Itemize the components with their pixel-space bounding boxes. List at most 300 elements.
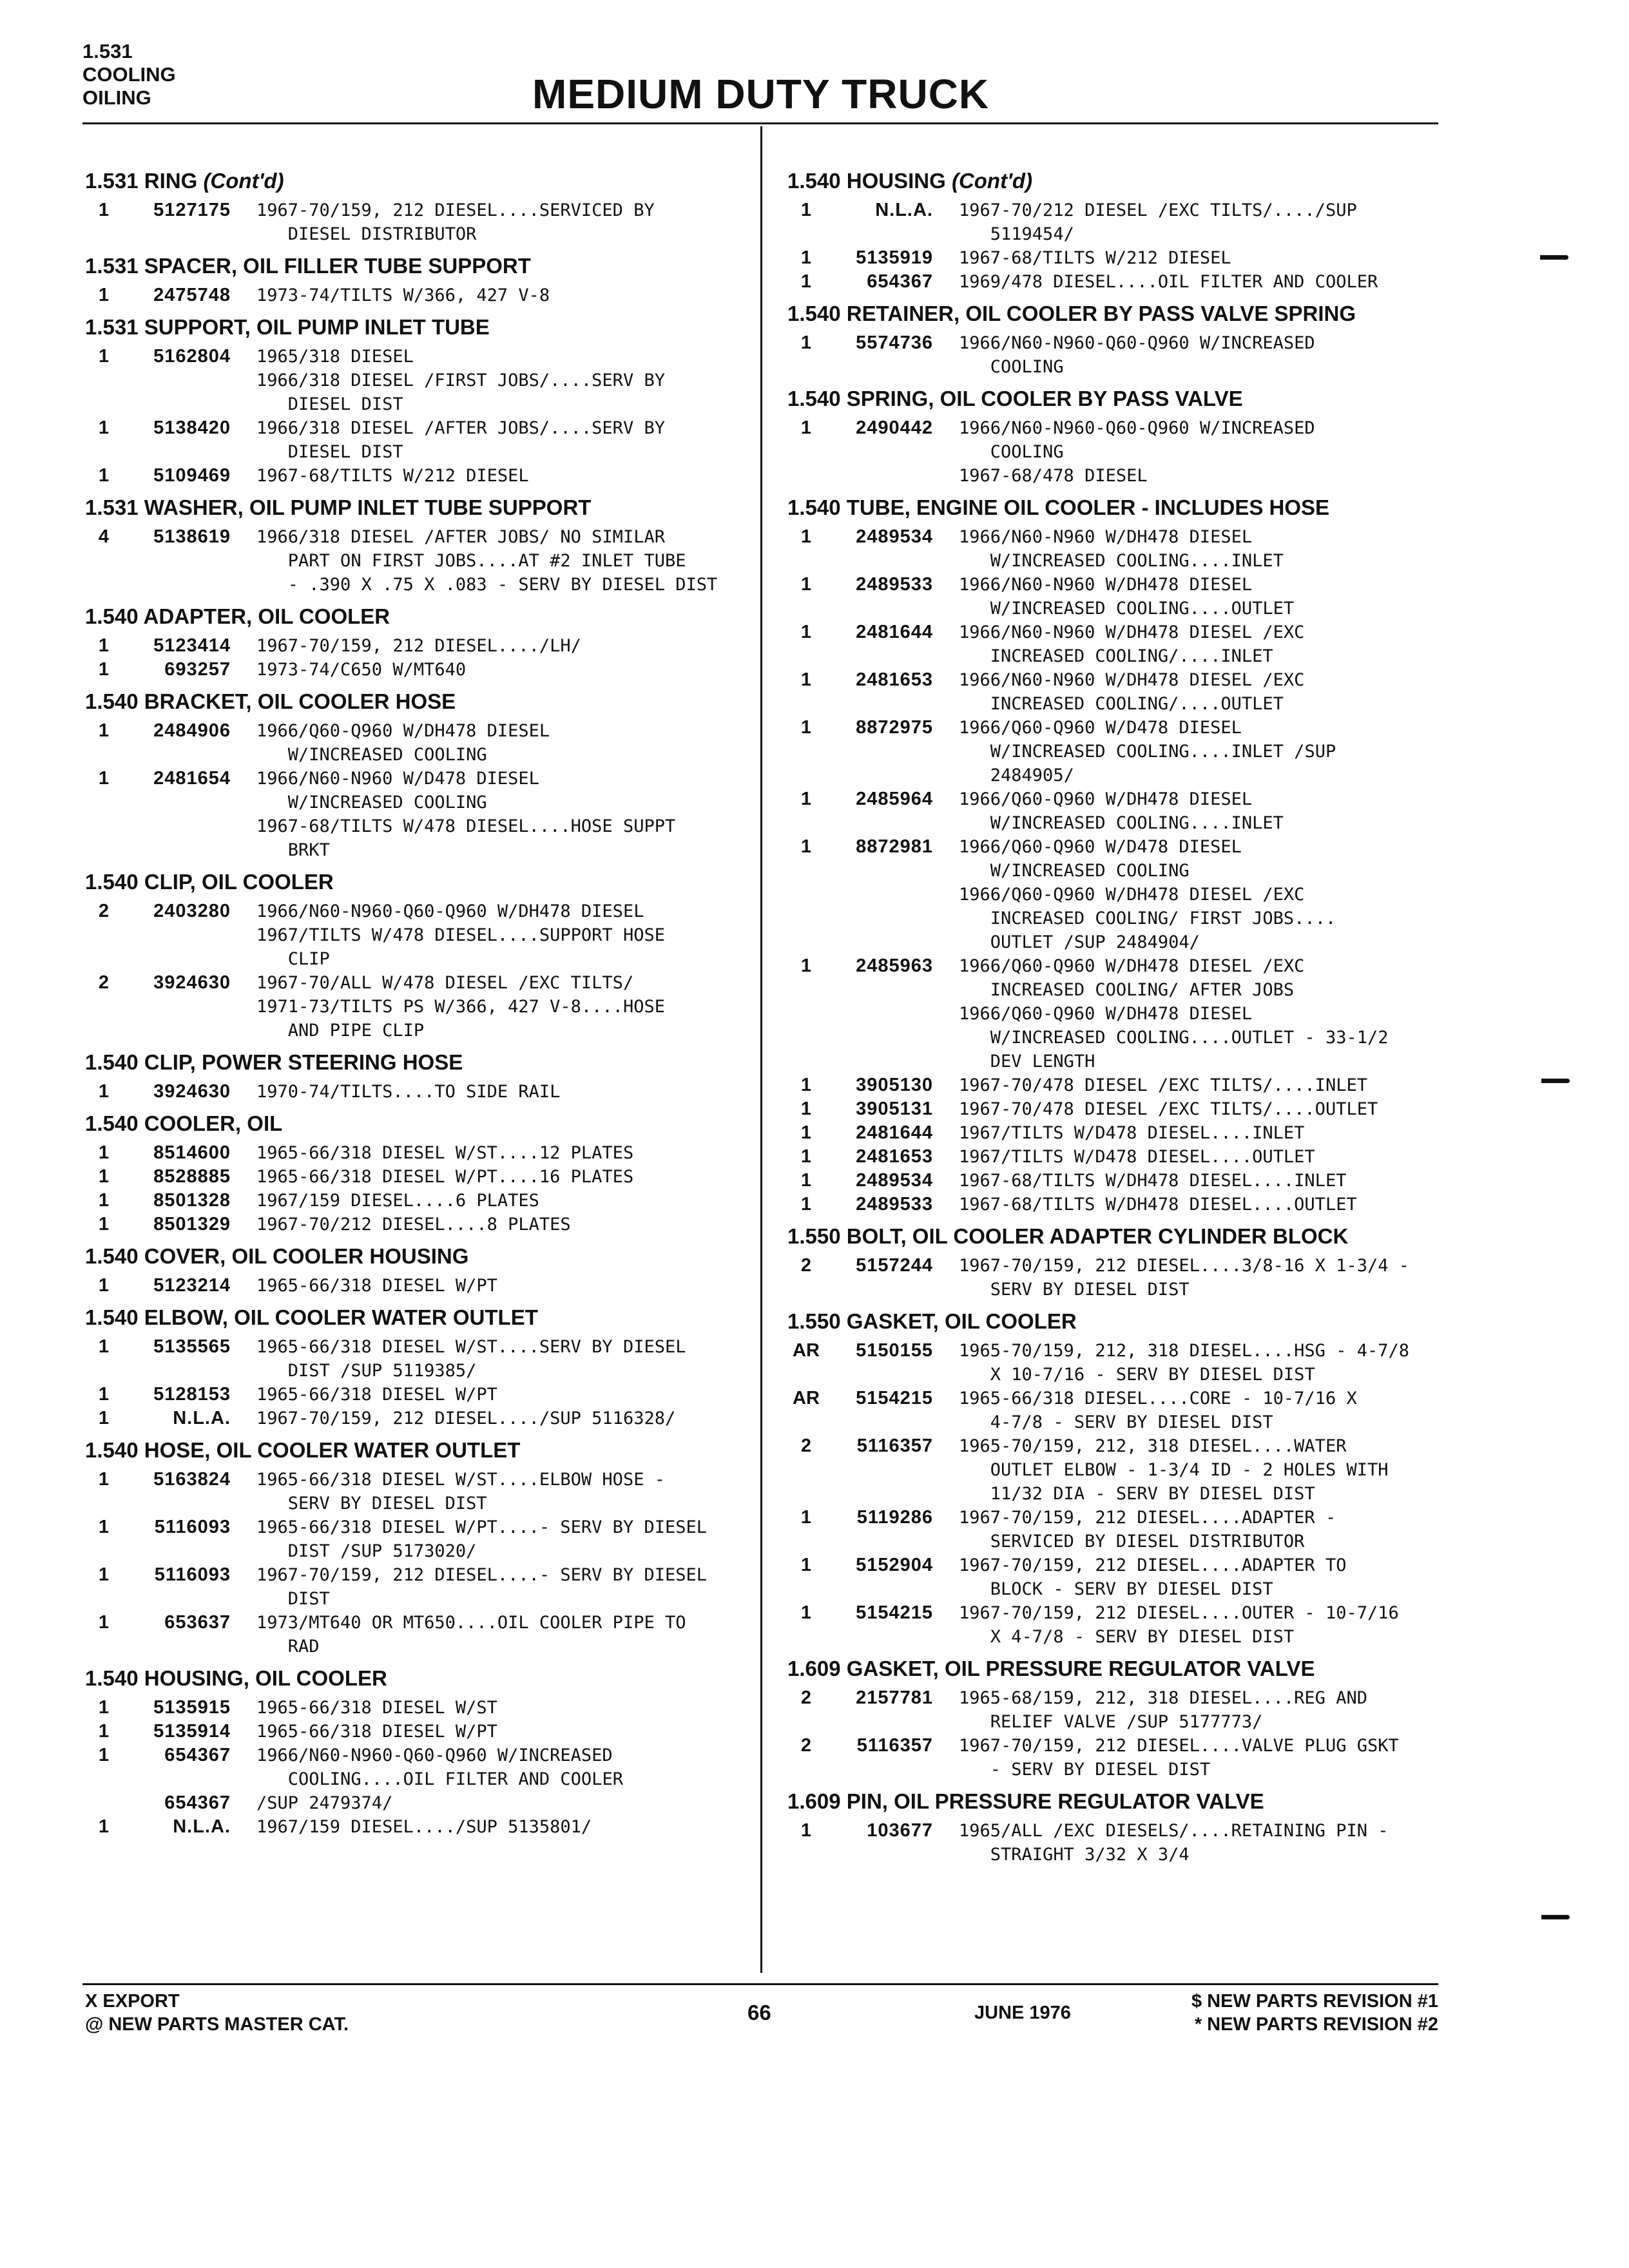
part-quantity: 1 (98, 1142, 110, 1163)
section-heading (85, 495, 736, 525)
part-row (787, 1387, 1438, 1434)
part-description: 1966/Q60-Q960 W/DH478 DIESEL W/INCREASED COOLING....INLET (959, 789, 1284, 833)
part-row (85, 1335, 736, 1383)
part-description: 1966/Q60-Q960 W/DH478 DIESEL W/INCREASED COOLING (256, 721, 550, 765)
part-quantity: 1 (800, 247, 812, 268)
part-description: 1965-66/318 DIESEL W/ST (256, 1698, 497, 1718)
part-quantity: 1 (800, 789, 812, 809)
part-quantity: 1 (800, 1602, 812, 1623)
section-name: SUPPORT, OIL PUMP INLET TUBE (144, 315, 490, 339)
part-row (85, 1815, 736, 1839)
parts-section (787, 302, 1438, 379)
part-number: 2157781 (856, 1687, 933, 1708)
part-quantity: 1 (800, 574, 812, 595)
part-number: 654367 (164, 1745, 231, 1765)
part-number: 654367 (164, 1792, 231, 1813)
part-number: 2485964 (856, 789, 933, 809)
part-description: 1965-66/318 DIESEL W/PT (256, 1385, 497, 1405)
part-row (787, 1819, 1438, 1867)
part-number: 3905131 (856, 1099, 933, 1119)
part-quantity: 1 (800, 1122, 812, 1143)
right-parts-column (787, 169, 1438, 1867)
part-description: 1965-66/318 DIESEL W/PT (256, 1276, 497, 1296)
part-row (85, 1189, 736, 1213)
part-row (787, 416, 1438, 488)
part-quantity: 1 (98, 768, 110, 789)
part-description: 1966/N60-N960-Q60-Q960 W/DH478 DIESEL 1967/TILTS W/478 DIESEL....SUPPORT HOSE CLIP (256, 901, 665, 969)
part-row (85, 284, 736, 307)
part-row (787, 525, 1438, 573)
section-code: 1.540 (85, 1050, 139, 1074)
part-row (787, 1193, 1438, 1216)
part-description: 1966/318 DIESEL /AFTER JOBS/....SERV BY DIESEL DIST (256, 418, 665, 462)
part-quantity: 1 (98, 1721, 110, 1742)
part-description: 1967/TILTS W/D478 DIESEL....OUTLET (959, 1147, 1315, 1167)
parts-section (85, 1438, 736, 1658)
section-name: SPRING, OIL COOLER BY PASS VALVE (846, 387, 1243, 410)
part-row (85, 1611, 736, 1658)
part-row (787, 1434, 1438, 1506)
section-code: 1.531 (85, 169, 139, 193)
part-description: 1965-66/318 DIESEL W/ST....ELBOW HOSE - SERV BY DIESEL DIST (256, 1470, 665, 1514)
part-description: 1967/159 DIESEL..../SUP 5135801/ (256, 1817, 592, 1837)
part-row (85, 658, 736, 682)
section-heading (787, 1657, 1438, 1686)
part-quantity: 2 (98, 972, 110, 993)
section-name: RING (144, 169, 198, 193)
part-number: 5135565 (153, 1336, 231, 1357)
part-row (787, 1169, 1438, 1193)
part-quantity: 1 (800, 1820, 812, 1841)
part-row (85, 198, 736, 246)
part-row (85, 971, 736, 1043)
part-row (85, 1515, 736, 1563)
part-description: 1967-68/TILTS W/212 DIESEL (959, 248, 1231, 268)
part-row (85, 1080, 736, 1104)
part-quantity: 1 (98, 1745, 110, 1765)
section-code: 1.540 (787, 495, 841, 519)
part-quantity: 1 (800, 200, 812, 220)
part-row (787, 620, 1438, 668)
part-row (787, 1145, 1438, 1169)
part-number: 2489533 (856, 574, 933, 595)
part-description: 1970-74/TILTS....TO SIDE RAIL (256, 1082, 561, 1102)
part-description: 1967-70/159, 212 DIESEL....SERVICED BY DIESEL DISTRIBUTOR (256, 200, 655, 244)
revision-marker (1540, 255, 1568, 260)
part-quantity: 1 (800, 1146, 812, 1167)
part-row (85, 1274, 736, 1298)
part-number: 2403280 (153, 901, 231, 921)
part-description: 1967/TILTS W/D478 DIESEL....INLET (959, 1123, 1305, 1143)
part-quantity: 1 (98, 1190, 110, 1211)
part-description: 1966/N60-N960 W/DH478 DIESEL W/INCREASED COOLING....OUTLET (959, 575, 1295, 619)
section-name: RETAINER, OIL COOLER BY PASS VALVE SPRING (846, 302, 1356, 325)
parts-section (85, 689, 736, 862)
section-name: ADAPTER, OIL COOLER (143, 604, 390, 628)
part-row (787, 668, 1438, 716)
part-number: 3924630 (153, 972, 231, 993)
part-row (85, 1141, 736, 1165)
part-description: 1965-66/318 DIESEL W/ST....SERV BY DIESEL DIST /SUP 5119385/ (256, 1337, 686, 1381)
parts-section (85, 169, 736, 246)
section-name: GASKET, OIL COOLER (846, 1309, 1077, 1333)
parts-section (85, 1050, 736, 1104)
parts-section (787, 1309, 1438, 1649)
part-quantity: 1 (800, 1194, 812, 1215)
part-quantity: 1 (98, 1336, 110, 1357)
section-code: 1.540 (85, 1111, 139, 1135)
part-number: 653637 (164, 1612, 231, 1633)
part-quantity: 2 (800, 1255, 812, 1276)
section-code: 1.540 (85, 1305, 139, 1329)
part-row (85, 1696, 736, 1720)
part-row (85, 634, 736, 658)
part-description: 1967-70/159, 212 DIESEL..../LH/ (256, 636, 581, 656)
section-code: 1.540 (85, 870, 139, 894)
section-heading (85, 1305, 736, 1335)
part-number: 2485963 (856, 956, 933, 976)
section-heading (85, 315, 736, 345)
part-row (787, 246, 1438, 270)
part-description: 1967/159 DIESEL....6 PLATES (256, 1191, 539, 1211)
part-description: 1966/Q60-Q960 W/D478 DIESEL W/INCREASED COOLING 1966/Q60-Q960 W/DH478 DIESEL /EXC INCREASED COOLING/ FIRST JOBS.... OUTLET /SUP 2484904/ (959, 837, 1336, 952)
legend-export: X EXPORT (85, 1991, 180, 2012)
part-number: 5135915 (153, 1697, 231, 1718)
section-code: 1.540 (85, 604, 139, 628)
section-heading (85, 1050, 736, 1080)
parts-section (85, 254, 736, 307)
part-quantity: 1 (98, 659, 110, 680)
legend-master-catalog: @ NEW PARTS MASTER CAT. (85, 2014, 349, 2035)
section-code: 1.540 (787, 302, 841, 325)
part-number: 5116093 (154, 1564, 231, 1585)
section-code: 1.540 (85, 1666, 139, 1690)
part-description: 1973-74/C650 W/MT640 (256, 660, 467, 680)
part-row (787, 1339, 1438, 1387)
part-row (787, 1553, 1438, 1601)
part-number: 5123414 (153, 635, 231, 656)
part-quantity: 1 (800, 271, 812, 292)
part-row (85, 1791, 736, 1815)
part-description: /SUP 2479374/ (256, 1793, 393, 1813)
section-heading (85, 1438, 736, 1468)
parts-section (85, 1111, 736, 1236)
section-heading (85, 1111, 736, 1141)
part-description: 1967-70/159, 212 DIESEL....VALVE PLUG GSKT - SERV BY DIESEL DIST (959, 1736, 1399, 1780)
part-number: 2481653 (856, 1146, 933, 1167)
part-number: 5135914 (153, 1721, 231, 1742)
part-row (787, 1506, 1438, 1553)
part-number: 5157244 (856, 1255, 933, 1276)
part-quantity: 1 (98, 1384, 110, 1405)
part-description: 1967-70/159, 212 DIESEL....OUTER - 10-7/16 X 4-7/8 - SERV BY DIESEL DIST (959, 1603, 1399, 1647)
part-number: 654367 (867, 271, 933, 292)
revision-marker (1541, 1915, 1570, 1919)
part-row (787, 198, 1438, 246)
part-description: 1966/N60-N960 W/DH478 DIESEL W/INCREASED COOLING....INLET (959, 527, 1284, 571)
part-number: 3905130 (856, 1075, 933, 1095)
part-number: 2489534 (856, 1170, 933, 1191)
section-header (82, 40, 237, 110)
part-row (787, 1073, 1438, 1097)
parts-section (787, 495, 1438, 1216)
part-number: 103677 (867, 1820, 933, 1841)
part-description: 1967-68/TILTS W/212 DIESEL (256, 466, 529, 486)
part-row (85, 1563, 736, 1611)
part-row (787, 954, 1438, 1073)
part-description: 1966/N60-N960 W/D478 DIESEL W/INCREASED COOLING 1967-68/TILTS W/478 DIESEL....HOSE SUPPT BRKT (256, 769, 676, 860)
section-heading (85, 1244, 736, 1274)
part-number: 2481644 (856, 1122, 933, 1143)
part-quantity: 1 (98, 1408, 110, 1428)
part-description: 1965-66/318 DIESEL W/ST....12 PLATES (256, 1143, 634, 1163)
part-description: 1965-66/318 DIESEL W/PT....16 PLATES (256, 1167, 634, 1187)
section-name: HOSE, OIL COOLER WATER OUTLET (144, 1438, 521, 1462)
section-code: 1.540 (787, 169, 841, 193)
part-number: 5128153 (153, 1384, 231, 1405)
parts-section (85, 495, 736, 597)
section-code: 1.540 (85, 689, 139, 713)
section-code: 1.540 (787, 387, 841, 410)
section-code: 1.550 (787, 1309, 841, 1333)
part-number: 5154215 (856, 1388, 933, 1408)
part-row (787, 716, 1438, 787)
left-parts-column (85, 169, 736, 1839)
continued-label: (Cont'd) (203, 169, 284, 193)
section-code: 1.531 (85, 254, 139, 278)
part-quantity: 2 (800, 1735, 812, 1756)
part-number: 8872975 (856, 717, 933, 738)
section-heading (85, 870, 736, 899)
part-quantity: 1 (800, 1507, 812, 1528)
section-heading (85, 1666, 736, 1696)
part-number: 5162804 (153, 346, 231, 367)
part-number: N.L.A. (875, 200, 933, 220)
part-row (85, 525, 736, 597)
parts-section (85, 870, 736, 1043)
part-row (787, 1254, 1438, 1302)
footer-divider (82, 1983, 1438, 1985)
part-row (85, 1383, 736, 1407)
part-number: 5150155 (856, 1340, 933, 1361)
part-row (787, 787, 1438, 835)
part-row (85, 345, 736, 416)
section-name: HOUSING (846, 169, 946, 193)
parts-section (787, 1657, 1438, 1782)
section-heading (787, 1309, 1438, 1339)
part-description: 1967-70/478 DIESEL /EXC TILTS/....INLET (959, 1075, 1367, 1095)
part-description: 1965/318 DIESEL 1966/318 DIESEL /FIRST JOBS/....SERV BY DIESEL DIST (256, 347, 665, 414)
part-quantity: 1 (98, 1517, 110, 1537)
section-code: 1.540 (85, 1438, 139, 1462)
part-description: 1966/N60-N960-Q60-Q960 W/INCREASED COOLING....OIL FILTER AND COOLER (256, 1745, 623, 1789)
part-number: N.L.A. (173, 1408, 231, 1428)
part-quantity: 1 (800, 622, 812, 642)
part-row (787, 573, 1438, 620)
parts-section (85, 315, 736, 488)
part-quantity: 1 (98, 1166, 110, 1187)
footer-legend-left (85, 1990, 349, 2036)
part-quantity: 2 (800, 1687, 812, 1708)
page-number: 66 (747, 2001, 771, 2024)
section-heading (85, 169, 736, 198)
legend-revision-1: $ NEW PARTS REVISION #1 (1191, 1991, 1438, 2012)
part-description: 1965-66/318 DIESEL W/PT....- SERV BY DIESEL DIST /SUP 5173020/ (256, 1517, 707, 1561)
part-description: 1965/ALL /EXC DIESELS/....RETAINING PIN - STRAIGHT 3/32 X 3/4 (959, 1821, 1389, 1865)
part-quantity: 1 (98, 1275, 110, 1296)
part-quantity: 1 (800, 669, 812, 690)
part-description: 1967-68/TILTS W/DH478 DIESEL....INLET (959, 1171, 1347, 1191)
legend-revision-2: * NEW PARTS REVISION #2 (1194, 2014, 1438, 2035)
section-name: BOLT, OIL COOLER ADAPTER CYLINDER BLOCK (846, 1224, 1349, 1248)
part-number: 2481654 (153, 768, 231, 789)
part-quantity: 1 (98, 1081, 110, 1102)
part-quantity: 1 (98, 1612, 110, 1633)
section-heading (85, 604, 736, 634)
part-number: 8528885 (153, 1166, 231, 1187)
section-heading (85, 689, 736, 719)
section-name: CLIP, OIL COOLER (144, 870, 334, 894)
part-description: 1967-70/159, 212 DIESEL..../SUP 5116328/ (256, 1408, 676, 1428)
part-row (85, 1468, 736, 1515)
section-heading (787, 387, 1438, 416)
part-number: 5123214 (153, 1275, 231, 1296)
header-divider (82, 122, 1438, 124)
part-number: N.L.A. (173, 1816, 231, 1837)
part-number: 5109469 (153, 465, 231, 486)
part-number: 5138420 (153, 418, 231, 438)
part-row (787, 1734, 1438, 1782)
part-number: 2475748 (153, 285, 231, 305)
part-row (85, 1744, 736, 1791)
part-description: 1967-70/159, 212 DIESEL....- SERV BY DIESEL DIST (256, 1565, 707, 1609)
parts-section (85, 1666, 736, 1839)
parts-section (787, 1224, 1438, 1302)
part-quantity: 1 (800, 418, 812, 438)
part-number: 2489534 (856, 526, 933, 547)
section-code: 1.531 (85, 315, 139, 339)
part-description: 1966/318 DIESEL /AFTER JOBS/ NO SIMILAR PART ON FIRST JOBS....AT #2 INLET TUBE - .390 X .75 X .083 - SERV BY DIESEL DIST (256, 527, 718, 595)
page-title: MEDIUM DUTY TRUCK (532, 71, 990, 117)
section-name: TUBE, ENGINE OIL COOLER - INCLUDES HOSE (846, 495, 1330, 519)
section-heading (787, 495, 1438, 525)
part-row (85, 464, 736, 488)
section-heading (85, 254, 736, 284)
part-quantity: 1 (98, 285, 110, 305)
part-row (787, 1601, 1438, 1649)
part-quantity: 1 (98, 200, 110, 220)
part-description: 1967-70/ALL W/478 DIESEL /EXC TILTS/ 1971-73/TILTS PS W/366, 427 V-8....HOSE AND PIPE CLIP (256, 973, 665, 1041)
part-quantity: 2 (800, 1436, 812, 1456)
section-code: 1.531 (85, 495, 139, 519)
part-description: 1966/Q60-Q960 W/D478 DIESEL W/INCREASED COOLING....INLET /SUP 2484905/ (959, 718, 1336, 785)
part-description: 1966/N60-N960-Q60-Q960 W/INCREASED COOLING 1967-68/478 DIESEL (959, 418, 1315, 486)
part-row (787, 270, 1438, 294)
part-description: 1965-68/159, 212, 318 DIESEL....REG AND RELIEF VALVE /SUP 5177773/ (959, 1688, 1367, 1732)
part-row (787, 331, 1438, 379)
part-description: 1965-70/159, 212, 318 DIESEL....HSG - 4-7/8 X 10-7/16 - SERV BY DIESEL DIST (959, 1341, 1409, 1385)
parts-section (787, 169, 1438, 294)
section-name: SPACER, OIL FILLER TUBE SUPPORT (144, 254, 531, 278)
part-description: 1965-66/318 DIESEL....CORE - 10-7/16 X 4-7/8 - SERV BY DIESEL DIST (959, 1389, 1357, 1432)
part-description: 1966/N60-N960 W/DH478 DIESEL /EXC INCREASED COOLING/....OUTLET (959, 670, 1305, 714)
part-description: 1973-74/TILTS W/366, 427 V-8 (256, 285, 550, 305)
section-name: WASHER, OIL PUMP INLET TUBE SUPPORT (144, 495, 592, 519)
part-row (85, 1165, 736, 1189)
part-quantity: 1 (800, 1099, 812, 1119)
section-name: GASKET, OIL PRESSURE REGULATOR VALVE (846, 1657, 1315, 1680)
part-description: 1966/N60-N960-Q60-Q960 W/INCREASED COOLING (959, 333, 1315, 377)
part-quantity: 1 (98, 720, 110, 741)
parts-section (85, 604, 736, 682)
part-number: 2481644 (856, 622, 933, 642)
part-quantity: AR (793, 1388, 820, 1408)
section-name: BRACKET, OIL COOLER HOSE (144, 689, 456, 713)
part-quantity: 1 (98, 635, 110, 656)
part-number: 2481653 (856, 669, 933, 690)
part-number: 5119286 (856, 1507, 933, 1528)
part-number: 8872981 (856, 836, 933, 857)
parts-section (85, 1305, 736, 1430)
parts-section (85, 1244, 736, 1298)
part-quantity: 2 (98, 901, 110, 921)
part-quantity: 1 (98, 1469, 110, 1490)
part-quantity: 1 (98, 1816, 110, 1837)
part-number: 5574736 (856, 332, 933, 353)
part-quantity: 1 (800, 526, 812, 547)
footer-legend-right (1148, 1990, 1438, 2036)
part-number: 8514600 (153, 1142, 231, 1163)
section-category-cooling: COOLING (82, 63, 176, 86)
part-number: 8501328 (153, 1190, 231, 1211)
part-quantity: 1 (800, 836, 812, 857)
part-description: 1966/Q60-Q960 W/DH478 DIESEL /EXC INCREASED COOLING/ AFTER JOBS 1966/Q60-Q960 W/DH478 DIESEL W/INCREASED COOLING....OUTLET - 33-1/2 DEV LENGTH (959, 956, 1389, 1072)
part-number: 5116093 (154, 1517, 231, 1537)
part-row (85, 1407, 736, 1430)
section-name: HOUSING, OIL COOLER (144, 1666, 387, 1690)
section-name: PIN, OIL PRESSURE REGULATOR VALVE (846, 1789, 1264, 1813)
part-row (787, 1121, 1438, 1145)
part-quantity: 1 (800, 1075, 812, 1095)
section-name: ELBOW, OIL COOLER WATER OUTLET (144, 1305, 538, 1329)
section-heading (787, 169, 1438, 198)
part-number: 5154215 (856, 1602, 933, 1623)
part-description: 1967-70/159, 212 DIESEL....ADAPTER - SERVICED BY DIESEL DISTRIBUTOR (959, 1508, 1336, 1552)
part-description: 1967-70/212 DIESEL /EXC TILTS/..../SUP 5119454/ (959, 200, 1357, 244)
part-quantity: 4 (98, 526, 110, 547)
part-number: 5116357 (856, 1436, 933, 1456)
part-description: 1967-70/159, 212 DIESEL....3/8-16 X 1-3/4 - SERV BY DIESEL DIST (959, 1256, 1409, 1300)
part-row (85, 767, 736, 862)
part-quantity: 1 (800, 1555, 812, 1575)
column-divider (760, 126, 762, 1973)
parts-section (787, 1789, 1438, 1867)
part-quantity: 1 (800, 956, 812, 976)
part-quantity: 1 (98, 346, 110, 367)
section-heading (787, 302, 1438, 331)
section-name: COOLER, OIL (144, 1111, 283, 1135)
part-number: 5138619 (153, 526, 231, 547)
continued-label: (Cont'd) (951, 169, 1033, 193)
section-code: 1.609 (787, 1657, 841, 1680)
part-number: 3924630 (153, 1081, 231, 1102)
part-number: 5163824 (153, 1469, 231, 1490)
part-row (85, 1213, 736, 1236)
part-row (787, 835, 1438, 954)
part-quantity: 1 (98, 1214, 110, 1235)
section-name: CLIP, POWER STEERING HOSE (144, 1050, 463, 1074)
part-description: 1967-70/159, 212 DIESEL....ADAPTER TO BLOCK - SERV BY DIESEL DIST (959, 1555, 1347, 1599)
